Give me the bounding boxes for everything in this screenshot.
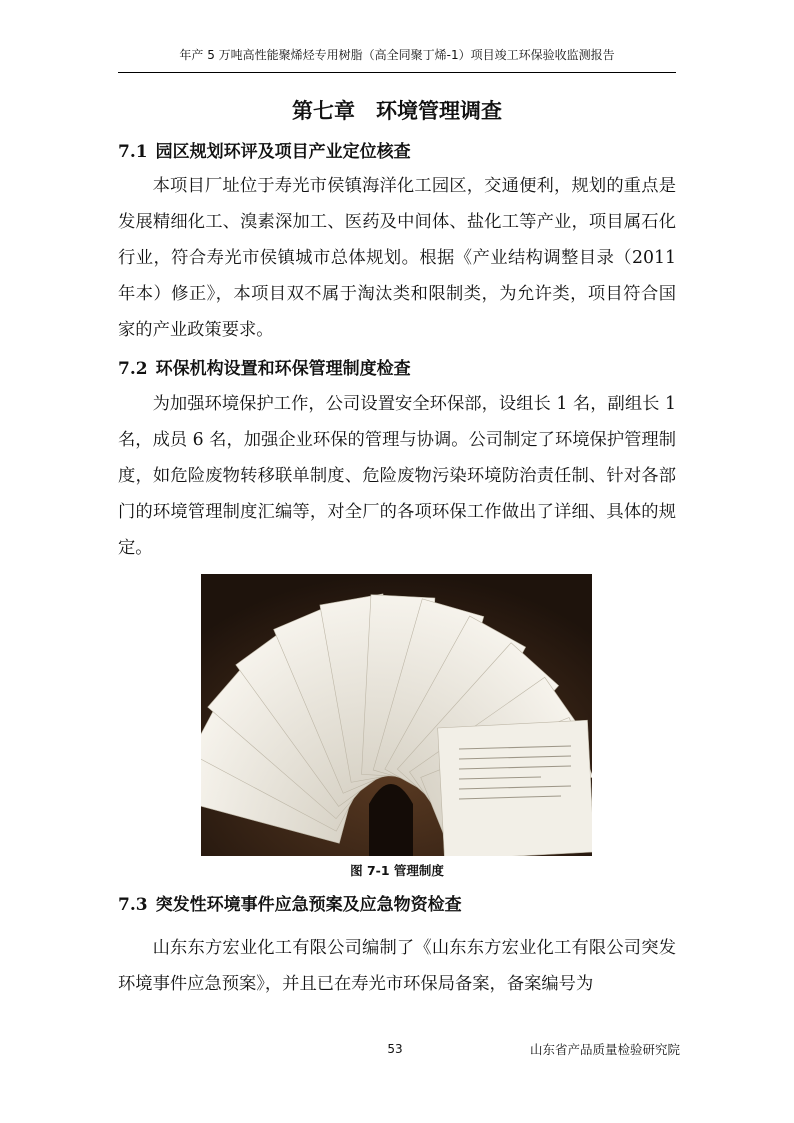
management-documents-photo <box>201 574 592 856</box>
section-title: 环保机构设置和环保管理制度检查 <box>155 359 411 379</box>
chapter-title: 第七章 环境管理调查 <box>292 99 502 123</box>
section-number: 7.1 <box>118 142 148 162</box>
section-body-7-2: 为加强环境保护工作，公司设置安全环保部，设组长 1 名，副组长 1 名，成员 6 名，加强企业环保的管理与协调。公司制定了环境保护管理制度，如危险废物转移联单制度、危险废物污染环境防治责任制、针对各部门的环境管理制度汇编等，对全厂的各项环保工作做出了详细、具体的规定。 <box>118 394 676 558</box>
section-body-7-1: 本项目厂址位于寿光市侯镇海洋化工园区，交通便利，规划的重点是发展精细化工、溴素深加工、医药及中间体、盐化工等产业，项目属石化行业，符合寿光市侯镇城市总体规划。根据《产业结构调整目录（2011 年本）修正》，本项目双不属于淘汰类和限制类，为允许类，项目符合国家的产业政策要求。 <box>118 176 676 340</box>
section-number: 7.3 <box>118 895 148 915</box>
section-number: 7.2 <box>118 359 148 379</box>
footer-institute: 山东省产品质量检验研究院 <box>529 1042 680 1057</box>
section-heading-7-2 <box>118 356 676 382</box>
center-shadow <box>369 784 413 856</box>
page-number: 53 <box>387 1042 403 1056</box>
section-body-7-3: 山东东方宏业化工有限公司编制了《山东东方宏业化工有限公司突发环境事件应急预案》，并且已在寿光市环保局备案，备案编号为 <box>118 938 676 994</box>
figure-caption: 图 7-1 管理制度 <box>350 863 444 878</box>
section-title: 突发性环境事件应急预案及应急物资检查 <box>155 895 462 915</box>
section-heading-7-1 <box>118 139 676 165</box>
header-rule <box>118 72 676 73</box>
section-heading-7-3 <box>118 892 676 918</box>
documents-fan-illustration <box>201 574 592 856</box>
running-header: 年产 5 万吨高性能聚烯烃专用树脂（高全同聚丁烯-1）项目竣工环保验收监测报告 <box>179 48 615 62</box>
section-title: 园区规划环评及项目产业定位核查 <box>155 142 411 162</box>
